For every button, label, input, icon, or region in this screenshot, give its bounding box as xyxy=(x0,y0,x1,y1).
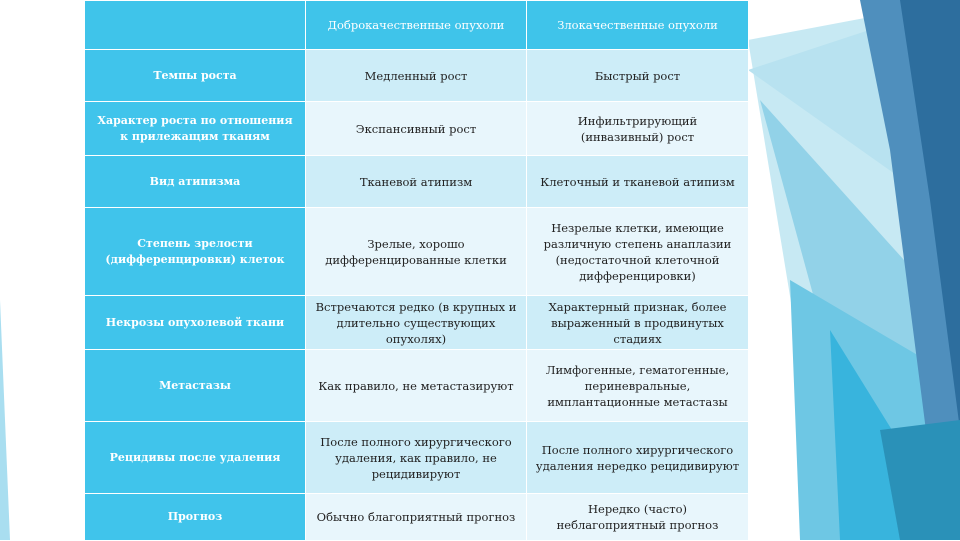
table-row xyxy=(85,296,749,350)
row-label: Характер роста по отношения к прилежащим тканям xyxy=(85,102,306,156)
row-label: Прогноз xyxy=(85,494,306,541)
table-row xyxy=(85,350,749,422)
header-corner-cell xyxy=(85,1,306,50)
cell-benign: Зрелые, хорошо дифференцированные клетки xyxy=(306,208,527,296)
cell-malignant: Быстрый рост xyxy=(527,50,749,102)
cell-benign: Тканевой атипизм xyxy=(306,156,527,208)
row-label: Темпы роста xyxy=(85,50,306,102)
cell-benign: Экспансивный рост xyxy=(306,102,527,156)
deco-left-sliver xyxy=(0,300,10,540)
cell-benign: Как правило, не метастазируют xyxy=(306,350,527,422)
row-label: Степень зрелости (дифференцировки) клеток xyxy=(85,208,306,296)
header-malignant: Злокачественные опухоли xyxy=(527,1,749,50)
row-label: Некрозы опухолевой ткани xyxy=(85,296,306,350)
row-label: Метастазы xyxy=(85,350,306,422)
cell-malignant: Незрелые клетки, имеющие различную степень анаплазии (недостаточной клеточной дифференцировки) xyxy=(527,208,749,296)
cell-benign: Медленный рост xyxy=(306,50,527,102)
cell-malignant: Характерный признак, более выраженный в продвинутых стадиях xyxy=(527,296,749,350)
row-label: Рецидивы после удаления xyxy=(85,422,306,494)
cell-malignant: Лимфогенные, гематогенные, периневральные, имплантационные метастазы xyxy=(527,350,749,422)
table-row xyxy=(85,156,749,208)
cell-benign: После полного хирургического удаления, как правило, не рецидивируют xyxy=(306,422,527,494)
cell-malignant: Клеточный и тканевой атипизм xyxy=(527,156,749,208)
table-row xyxy=(85,50,749,102)
comparison-table xyxy=(84,0,749,541)
cell-malignant: Инфильтрирующий (инвазивный) рост xyxy=(527,102,749,156)
row-label: Вид атипизма xyxy=(85,156,306,208)
header-benign: Доброкачественные опухоли xyxy=(306,1,527,50)
cell-benign: Обычно благоприятный прогноз xyxy=(306,494,527,541)
cell-benign: Встречаются редко (в крупных и длительно существующих опухолях) xyxy=(306,296,527,350)
header-row xyxy=(85,1,749,50)
table-row xyxy=(85,494,749,541)
cell-malignant: После полного хирургического удаления нередко рецидивируют xyxy=(527,422,749,494)
table-row xyxy=(85,208,749,296)
table-row xyxy=(85,422,749,494)
cell-malignant: Нередко (часто) неблагоприятный прогноз xyxy=(527,494,749,541)
table-row xyxy=(85,102,749,156)
